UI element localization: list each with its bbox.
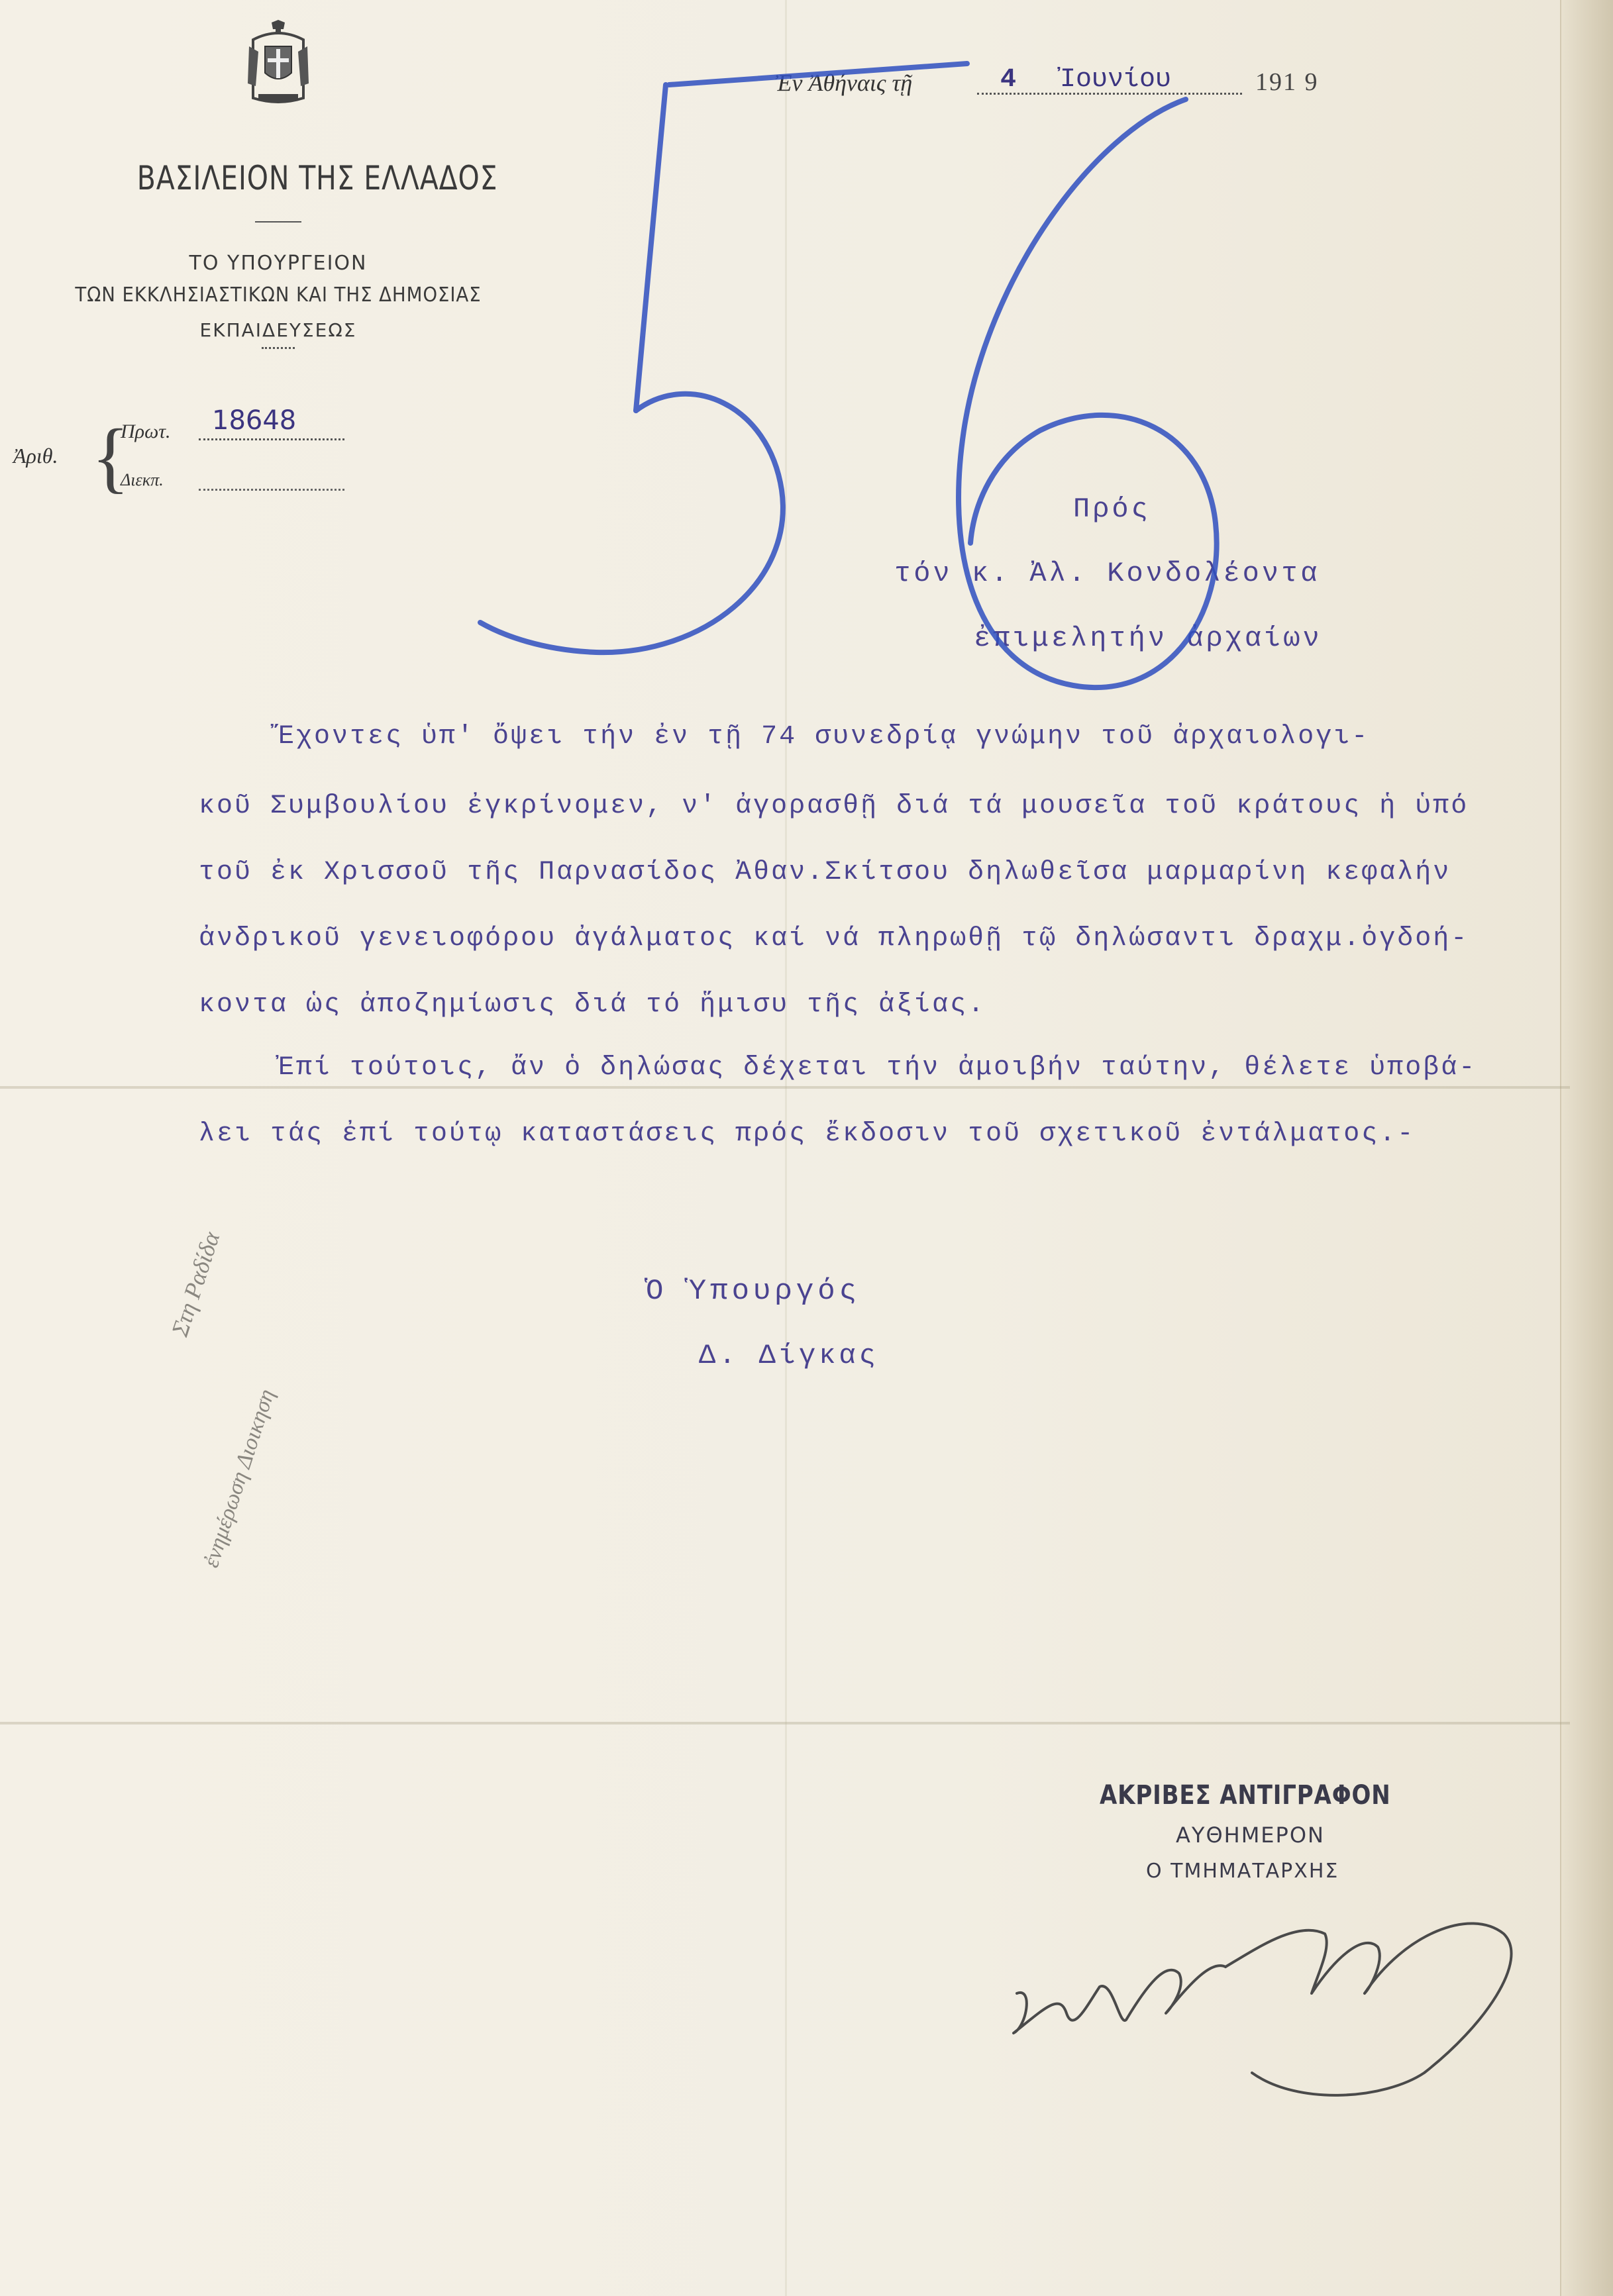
brace: {: [91, 413, 130, 501]
stamp-line: ΑΥΘΗΜΕΡΟΝ: [1176, 1822, 1325, 1848]
date-year: 191 9: [1255, 68, 1319, 96]
pencil-note: Στη Ραδίδα: [166, 1228, 225, 1340]
recipient-to: Πρός: [1073, 493, 1151, 525]
date-month: Ἰουνίου: [1060, 65, 1172, 95]
reference-label: Ἀριθ.: [13, 444, 58, 468]
recipient-name: τόν κ. Ἀλ. Κονδολέοντα: [894, 558, 1320, 589]
body-line: λει τάς ἐπί τούτῳ καταστάσεις πρός ἔκδοσιν τοῦ σχετικοῦ ἐντάλματος.-: [199, 1119, 1416, 1149]
letterhead-title: ΒΑΣΙΛΕΙΟΝ ΤΗΣ ΕΛΛΑΔΟΣ: [136, 159, 498, 197]
protocol-label: Πρωτ.: [121, 421, 171, 442]
date-prefix: Ἐν Ἀθήναις τῇ: [775, 70, 913, 96]
protocol-number: 18648: [212, 405, 297, 436]
letterhead-ministry-end: ΕΚΠΑΙΔΕΥΣΕΩΣ: [199, 319, 357, 341]
body-line: κοῦ Συμβουλίου ἐγκρίνομεν, ν' ἀγορασθῇ διά τά μουσεῖα τοῦ κράτους ἡ ὑπό: [199, 791, 1469, 821]
stamp-line: Ο ΤΜΗΜΑΤΑΡΧΗΣ: [1146, 1860, 1339, 1883]
date-day: 4: [1000, 65, 1017, 95]
handwritten-signature: [1014, 1923, 1512, 2095]
recipient-title: ἐπιμελητήν ἀρχαίων: [974, 623, 1322, 654]
stamp-title: ΑΚΡΙΒΕΣ ΑΝΤΙΓΡΑΦΟΝ: [1100, 1780, 1391, 1811]
body-line: Ἔχοντες ὑπ' ὄψει τήν ἐν τῇ 74 συνεδρίᾳ γνώμην τοῦ ἀρχαιολογι-: [278, 722, 1370, 752]
body-line: τοῦ ἐκ Χρισσοῦ τῆς Παρνασίδος Ἀθαν.Σκίτσου δηλωθεῖσα μαρμαρίνη κεφαλήν: [199, 858, 1451, 887]
signature-name: Δ. Δίγκας: [699, 1340, 879, 1372]
letterhead-ministry-full: ΤΩΝ ΕΚΚΛΗΣΙΑΣΤΙΚΩΝ ΚΑΙ ΤΗΣ ΔΗΜΟΣΙΑΣ: [75, 283, 482, 307]
handwritten-number-56: [480, 64, 1217, 687]
pencil-note: ἐνημέρωση Διοικηση: [199, 1386, 280, 1571]
body-line: ἀνδρικοῦ γενειοφόρου ἀγάλματος καί νά πληρωθῇ τῷ δηλώσαντι δραχμ.ὀγδοή-: [199, 924, 1469, 954]
body-line: Ἐπί τούτοις, ἄν ὁ δηλώσας δέχεται τήν ἀμοιβήν ταύτην, θέλετε ὑποβά-: [278, 1053, 1477, 1083]
signature-role: Ὁ Ὑπουργός: [646, 1275, 861, 1308]
letterhead-ministry: ΤΟ ΥΠΟΥΡΓΕΙΟΝ: [189, 252, 368, 275]
body-line: κοντα ὡς ἀποζημίωσις διά τό ἥμισυ τῆς ἀξίας.: [199, 990, 986, 1020]
dispatch-label: Διεκπ.: [121, 470, 164, 489]
